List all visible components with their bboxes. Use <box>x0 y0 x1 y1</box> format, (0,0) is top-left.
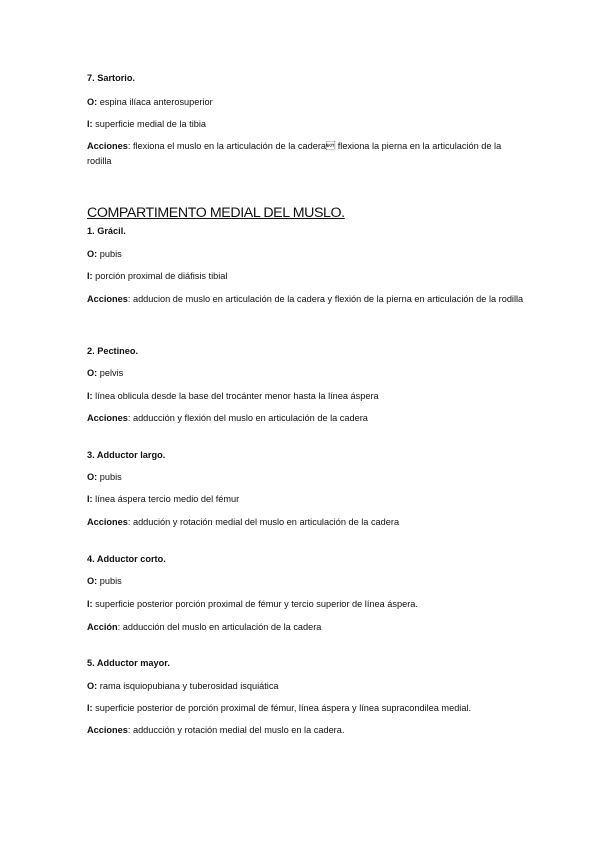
origin-text: pubis <box>97 472 122 482</box>
origin-text: pubis <box>97 576 122 586</box>
origin-text: rama isquiopubiana y tuberosidad isquiática <box>97 681 279 691</box>
actions-label: Acciones <box>87 725 128 735</box>
insertion-line-adductor-corto <box>87 598 418 610</box>
origin-line-adductor-corto <box>87 575 122 587</box>
insertion-label: I: <box>87 391 93 401</box>
muscle-title-sartorio: 7. Sartorio. <box>87 73 135 83</box>
muscle-title-pectineo: 2. Pectineo. <box>87 346 139 356</box>
actions-line-adductor-mayor <box>87 724 344 736</box>
origin-text: pubis <box>97 249 122 259</box>
actions-label: Acción <box>87 622 118 632</box>
insertion-line-sartorio <box>87 118 206 130</box>
origin-label: O: <box>87 368 98 378</box>
insertion-text: superficie posterior porción proximal de fémur y tercio superior de línea áspera. <box>92 599 418 609</box>
insertion-label: I: <box>87 271 93 281</box>
insertion-line-gracil <box>87 270 227 282</box>
origin-label: O: <box>87 681 98 691</box>
insertion-line-adductor-largo <box>87 493 239 505</box>
origin-label: O: <box>87 97 98 107</box>
insertion-text: superficie medial de la tibia <box>92 119 206 129</box>
origin-line-gracil <box>87 248 122 260</box>
actions-text: : adducción y rotación medial del muslo en la cadera. <box>127 725 345 735</box>
insertion-line-adductor-mayor <box>87 702 471 714</box>
actions-line-adductor-corto <box>87 621 321 633</box>
insertion-label: I: <box>87 119 93 129</box>
actions-label: Acciones <box>87 413 128 423</box>
origin-text: pelvis <box>97 368 124 378</box>
insertion-label: I: <box>87 703 93 713</box>
muscle-title-adductor-corto: 4. Adductor corto. <box>87 554 166 564</box>
actions-text: : adducción y flexión del muslo en articulación de la cadera <box>127 413 368 423</box>
origin-text: espina ilíaca anterosuperior <box>97 97 213 107</box>
muscle-title-adductor-largo: 3. Adductor largo. <box>87 450 166 460</box>
actions-line-gracil <box>87 292 527 307</box>
insertion-label: I: <box>87 599 93 609</box>
actions-text: : adducción del muslo en articulación de la cadera <box>117 622 322 632</box>
origin-line-adductor-mayor <box>87 680 279 692</box>
insertion-text: superficie posterior de porción proximal de fémur, línea áspera y línea supracondilea medial. <box>92 703 472 713</box>
muscle-title-gracil: 1. Grácil. <box>87 226 126 236</box>
actions-label: Acciones <box>87 517 128 527</box>
actions-text: : addución y rotación medial del muslo en articulación de la cadera <box>127 517 400 527</box>
insertion-text: porción proximal de diáfisis tibial <box>92 271 228 281</box>
insertion-text: línea áspera tercio medio del fémur <box>92 494 240 504</box>
actions-label: Acciones <box>87 141 128 151</box>
actions-line-sartorio <box>87 139 527 169</box>
origin-line-pectineo <box>87 367 123 379</box>
insertion-text: línea oblicula desde la base del trocánter menor hasta la línea áspera <box>92 391 379 401</box>
actions-line-adductor-largo <box>87 516 399 528</box>
actions-label: Acciones <box>87 294 128 304</box>
section-heading: COMPARTIMENTO MEDIAL DEL MUSLO. <box>87 205 345 221</box>
insertion-line-pectineo <box>87 390 379 402</box>
origin-label: O: <box>87 472 98 482</box>
origin-label: O: <box>87 576 98 586</box>
origin-line-sartorio <box>87 96 213 108</box>
insertion-label: I: <box>87 494 93 504</box>
actions-text: : adducion de muslo en articulación de la cadera y flexión de la pierna en articulación de la rodilla <box>127 294 524 304</box>
actions-text: : flexiona el muslo en la articulación de la cadera flexiona la pierna en la articulación de la rodilla <box>87 141 502 166</box>
origin-label: O: <box>87 249 98 259</box>
muscle-title-adductor-mayor: 5. Adductor mayor. <box>87 658 170 668</box>
origin-line-adductor-largo <box>87 471 122 483</box>
actions-line-pectineo <box>87 412 368 424</box>
